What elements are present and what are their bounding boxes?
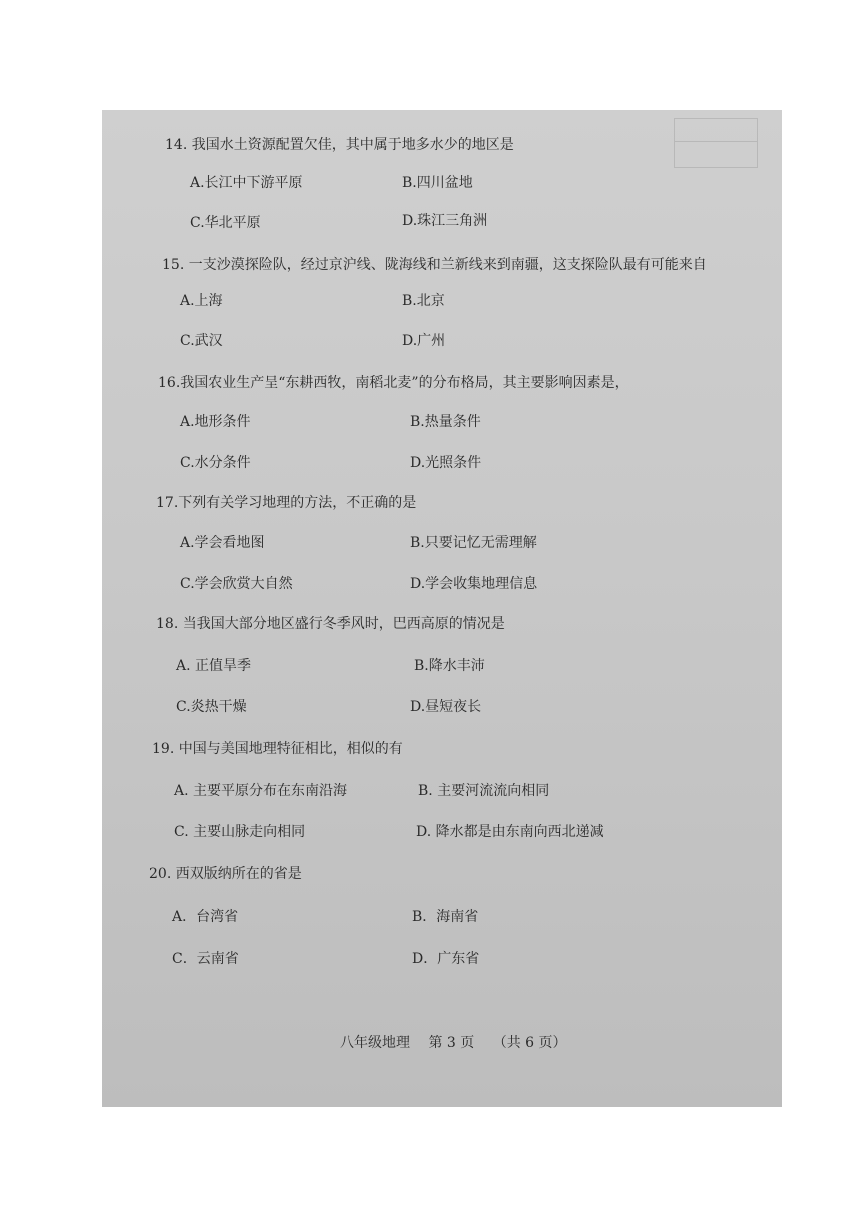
question-19-option-d: D. 降水都是由东南向西北递减	[416, 824, 604, 840]
question-18-option-d: D.昼短夜长	[410, 699, 482, 715]
question-19-option-b: B. 主要河流流向相同	[418, 783, 550, 799]
question-20-option-b: B．海南省	[412, 909, 479, 925]
question-16-option-b: B.热量条件	[410, 414, 481, 430]
question-14-option-a: A.长江中下游平原	[190, 175, 303, 191]
question-20-option-c: C．云南省	[172, 951, 239, 967]
footer-subject: 八年级地理	[340, 1035, 410, 1051]
page-footer	[340, 1032, 581, 1052]
question-19-option-a: A. 主要平原分布在东南沿海	[174, 783, 348, 799]
question-16-option-a: A.地形条件	[180, 414, 251, 430]
question-20-option-a: A．台湾省	[172, 909, 239, 925]
question-19-stem: 19. 中国与美国地理特征相比，相似的有	[152, 741, 403, 757]
footer-total-pages: （共 6 页）	[492, 1035, 567, 1051]
question-16-option-c: C.水分条件	[180, 455, 251, 471]
question-15-option-a: A.上海	[180, 293, 223, 309]
question-20-option-d: D．广东省	[412, 951, 480, 967]
question-14-option-b: B.四川盆地	[402, 175, 473, 191]
question-15-option-b: B.北京	[402, 293, 445, 309]
question-15-stem: 15. 一支沙漠探险队，经过京沪线、陇海线和兰新线来到南疆，这支探险队最有可能来自	[162, 257, 707, 273]
question-16-stem: 16.我国农业生产呈“东耕西牧，南稻北麦”的分布格局，其主要影响因素是，	[158, 375, 629, 391]
question-20-stem: 20. 西双版纳所在的省是	[149, 866, 302, 882]
question-16-option-d: D.光照条件	[410, 455, 482, 471]
question-18-option-c: C.炎热干燥	[176, 699, 247, 715]
exam-page	[102, 110, 782, 1107]
question-17-option-d: D.学会收集地理信息	[410, 576, 538, 592]
question-17-option-c: C.学会欣赏大自然	[180, 576, 293, 592]
question-19-option-c: C. 主要山脉走向相同	[174, 824, 306, 840]
question-17-stem: 17.下列有关学习地理的方法，不正确的是	[156, 495, 417, 511]
score-box	[674, 118, 758, 168]
question-15-option-c: C.武汉	[180, 333, 223, 349]
question-18-stem: 18. 当我国大部分地区盛行冬季风时，巴西高原的情况是	[156, 616, 505, 632]
question-18-option-a: A. 正值旱季	[176, 658, 252, 674]
question-18-option-b: B.降水丰沛	[414, 658, 485, 674]
question-17-option-b: B.只要记忆无需理解	[410, 535, 537, 551]
question-15-option-d: D.广州	[402, 333, 446, 349]
question-14-option-c: C.华北平原	[190, 215, 261, 231]
question-14-stem: 14. 我国水土资源配置欠佳，其中属于地多水少的地区是	[165, 137, 514, 153]
question-17-option-a: A.学会看地图	[180, 535, 265, 551]
question-14-option-d: D.珠江三角洲	[402, 213, 488, 229]
footer-page-number: 第 3 页	[428, 1035, 475, 1051]
